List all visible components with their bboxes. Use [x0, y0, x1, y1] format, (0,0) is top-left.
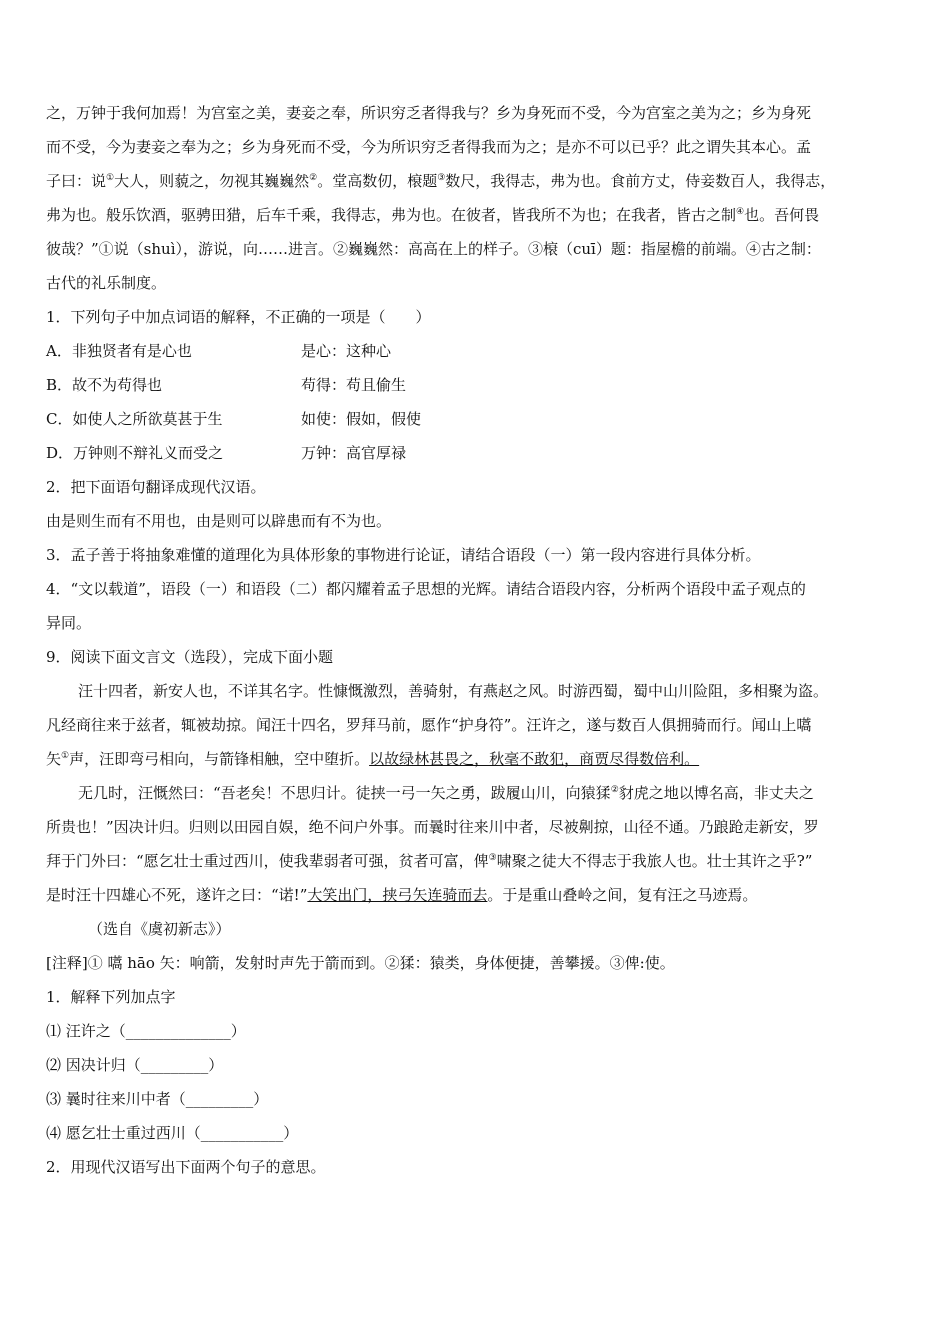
passage-line: 彼哉？”①说（shuì），游说，向……进言。②巍巍然：高高在上的样子。③榱（cuī）题：指屋檐的前端。④古之制： — [46, 240, 821, 258]
option-sentence: D．万钟则不辩礼义而受之 — [46, 444, 224, 462]
underlined-sentence: 大笑出门，挟弓矢连骑而去 — [307, 886, 488, 904]
option-b[interactable] — [46, 368, 908, 402]
option-explanation: 苟得：苟且偷生 — [301, 376, 407, 394]
source-note: （选自《虞初新志》） — [88, 920, 231, 938]
passage-line: 汪十四者，新安人也，不详其名字。性慷慨激烈，善骑射，有燕赵之风。时游西蜀，蜀中山川险阻，多相聚为盗。 — [78, 682, 829, 700]
option-sentence: B．故不为苟得也 — [46, 376, 163, 394]
question-2-sentence: 由是则生而有不用也，由是则可以辟患而有不为也。 — [46, 512, 392, 530]
text: 矢 — [46, 750, 62, 768]
text: 也。吾何畏 — [744, 206, 820, 224]
text: 是时汪十四雄心不死，遂许之曰：“诺!” — [46, 886, 308, 904]
text: 。于是重山叠岭之间，复有汪之马迹焉。 — [487, 886, 758, 904]
footnote-mark: ④ — [736, 207, 745, 217]
passage-line: 所贵也！”因决计归。归则以田园自娱，绝不问户外事。而曩时往来川中者，尽被劓掠，山径不通。乃踉跄走新安，罗 — [46, 818, 819, 836]
sub-question-2: 2．用现代汉语写出下面两个句子的意思。 — [46, 1158, 326, 1176]
question-3: 3．孟子善于将抽象难懂的道理化为具体形象的事物进行论证，请结合语段（一）第一段内容进行具体分析。 — [46, 546, 761, 564]
fill-item-2[interactable]: ⑵ 因决计归（_________） — [46, 1056, 224, 1074]
fill-item-3[interactable]: ⑶ 曩时往来川中者（_________） — [46, 1090, 269, 1108]
question-2: 2．把下面语句翻译成现代汉语。 — [46, 478, 266, 496]
text: 无几时，汪慨然曰：“吾老矣！不思归计。徒挟一弓一矢之勇，跋履山川，向猿猱 — [78, 784, 611, 802]
option-d[interactable] — [46, 436, 908, 470]
option-c[interactable] — [46, 402, 908, 436]
passage-line — [46, 844, 908, 878]
text: 子曰：说 — [46, 172, 107, 190]
footnote-mark: ② — [309, 173, 318, 183]
passage-line — [46, 878, 908, 912]
footnote-mark: ① — [61, 751, 70, 761]
question-4: 4．“文以载道”，语段（一）和语段（二）都闪耀着孟子思想的光辉。请结合语段内容，分析两个语段中孟子观点的 — [46, 580, 806, 598]
fill-item-4[interactable]: ⑷ 愿乞壮士重过西川（___________） — [46, 1124, 299, 1142]
option-explanation: 万钟：高官厚禄 — [301, 444, 407, 462]
text: 数尺，我得志，弗为也。食前方丈，侍妾数百人，我得志， — [445, 172, 836, 190]
question-9-title: 9．阅读下面文言文（选段），完成下面小题 — [46, 648, 334, 666]
passage-line: 之，万钟于我何加焉！为宫室之美，妻妾之奉，所识穷乏者得我与？乡为身死而不受，今为宫室之美为之；乡为身死 — [46, 104, 812, 122]
fill-item-1[interactable]: ⑴ 汪许之（______________） — [46, 1022, 246, 1040]
sub-question-1: 1．解释下列加点字 — [46, 988, 176, 1006]
text: 豺虎之地以博名高，非丈夫之 — [618, 784, 814, 802]
text: 。堂高数仞，榱题 — [317, 172, 438, 190]
document-page — [46, 96, 908, 1184]
option-sentence: C．如使人之所欲莫甚于生 — [46, 410, 223, 428]
text: 啸聚之徒大不得志于我旅人也。壮士其许之乎?” — [496, 852, 813, 870]
option-explanation: 如使：假如，假使 — [301, 410, 422, 428]
text: 声，汪即弯弓相向，与箭锋相触，空中堕折。 — [69, 750, 370, 768]
footnote-mark: ② — [610, 785, 619, 795]
passage-line: 凡经商往来于兹者，辄被劫掠。闻汪十四名，罗拜马前，愿作“护身符”。汪许之，遂与数百人俱拥骑而行。闻山上嚆 — [46, 716, 812, 734]
option-a[interactable] — [46, 334, 908, 368]
question-1: 1．下列句子中加点词语的解释，不正确的一项是（ ） — [46, 308, 431, 326]
footnote-mark: ① — [106, 173, 115, 183]
annotations: [注释]① 嚆 hāo 矢：响箭，发射时声先于箭而到。②猱：猿类，身体便捷，善攀援。③俾:使。 — [46, 954, 675, 972]
text: 拜于门外曰：“愿乞壮士重过西川，使我辈弱者可强，贫者可富，俾 — [46, 852, 489, 870]
passage-line: 而不受，今为妻妾之奉为之；乡为身死而不受，今为所识穷乏者得我而为之；是亦不可以已乎？此之谓失其本心。孟 — [46, 138, 812, 156]
text: 弗为也。般乐饮酒，驱骋田猎，后车千乘，我得志，弗为也。在彼者，皆我所不为也；在我者，皆古之制 — [46, 206, 737, 224]
passage-line — [46, 742, 908, 776]
option-sentence: A．非独贤者有是心也 — [46, 342, 192, 360]
passage-line: 古代的礼乐制度。 — [46, 274, 167, 292]
question-4-continued: 异同。 — [46, 614, 92, 632]
option-explanation: 是心：这种心 — [301, 342, 392, 360]
underlined-sentence: 以故绿林甚畏之，秋毫不敢犯，商贾尽得数倍利。 — [369, 750, 700, 768]
passage-line — [46, 164, 908, 198]
text: 大人，则藐之，勿视其巍巍然 — [114, 172, 310, 190]
footnote-mark: ③ — [488, 853, 497, 863]
footnote-mark: ③ — [437, 173, 446, 183]
passage-line — [46, 776, 908, 810]
passage-line — [46, 198, 908, 232]
